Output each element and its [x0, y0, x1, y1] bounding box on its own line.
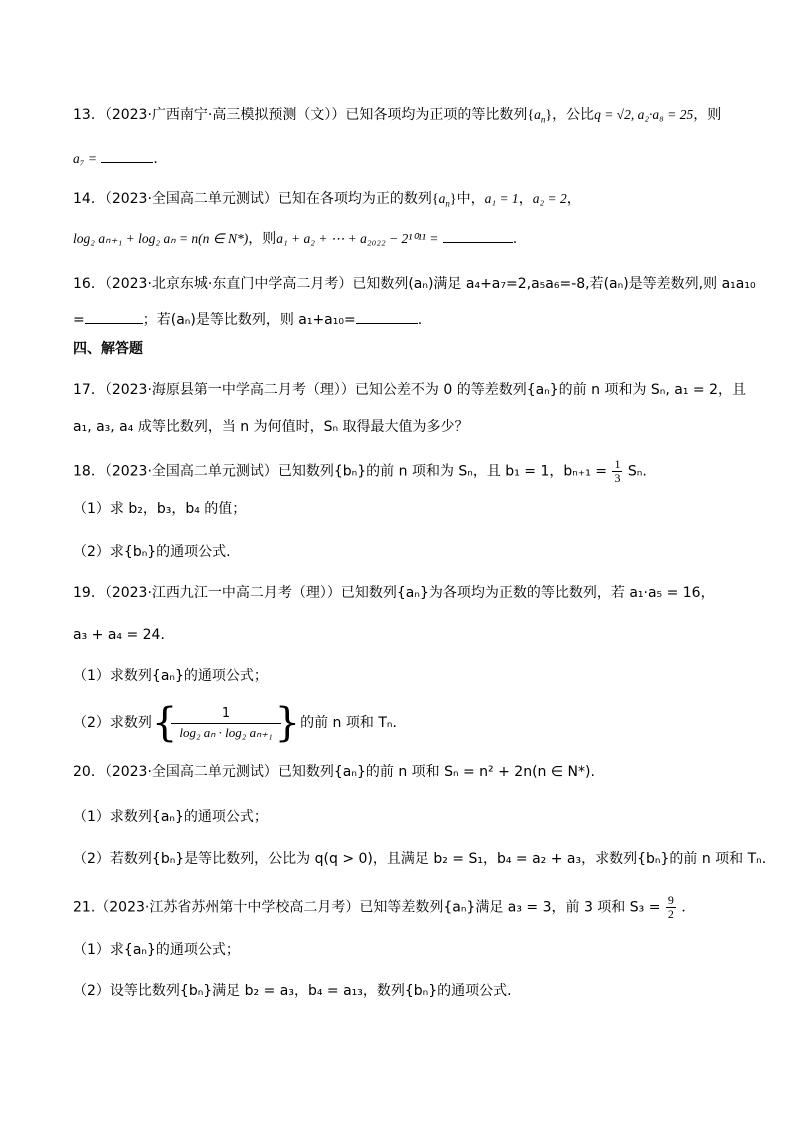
fraction-nine-halves: $\frac{9}{2}$	[667, 893, 674, 921]
question-21-part-2: （2）设等比数列{bₙ}满足 b₂ = a₃，b₄ = a₁₃，数列{bₙ}的通项公式.	[73, 983, 512, 999]
fraction-log-expression: $\frac{1}{\text{log₂ aₙ · log₂ aₙ₊₁}}$	[177, 705, 274, 742]
question-18-line-1: 18．（2023·全国高二单元测试）已知数列{bₙ}的前 n 项和为 Sₙ，且 b₁ = 1，bₙ₊₁ = $\frac{1}{3}$ Sₙ.	[73, 457, 647, 485]
question-14-line-2: log₂ aₙ₊₁ + log₂ aₙ = n(n ∈ N*)，则a₁ + a₂ + ⋯ + a₂₀₂₂ − 2¹⁰¹¹ = .	[73, 231, 518, 247]
question-16-line-2: = ；若(aₙ)是等比数列，则 a₁+a₁₀= .	[73, 312, 423, 328]
question-19-part-2: （2）求数列{ $\frac{1}{\text{log₂ aₙ · log₂ aₙ₊₁}}$ }的前 n 项和 Tₙ．	[73, 700, 407, 746]
answer-blank[interactable]	[356, 311, 418, 324]
question-20-part-2: （2）若数列{bₙ}是等比数列，公比为 q(q > 0)，且满足 b₂ = S₁，b₄ = a₂ + a₃，求数列{bₙ}的前 n 项和 Tₙ.	[73, 851, 767, 867]
question-16-line-1: 16．（2023·北京东城·东直门中学高二月考）已知数列(aₙ)满足 a₄+a₇=2,a₅a₆=-8,若(aₙ)是等差数列,则 a₁a₁₀	[73, 276, 756, 292]
section-heading: 四、解答题	[73, 341, 143, 357]
question-17-line-2: a₁, a₃, a₄ 成等比数列，当 n 为何值时，Sₙ 取得最大值为多少？	[73, 419, 469, 435]
question-19-line-2: a₃ + a₄ = 24．	[73, 627, 175, 643]
question-21-line-1: 21.（2023·江苏省苏州第十中学校高二月考）已知等差数列{aₙ}满足 a₃ = 3，前 3 项和 S₃ = $\frac{9}{2}$ ．	[73, 893, 696, 921]
question-13-line-2: a₇ = ．	[73, 151, 168, 167]
fraction-one-third: $\frac{1}{3}$	[614, 457, 621, 485]
answer-blank[interactable]	[85, 311, 143, 324]
q13-condition: q = √2, a₂·a₈ = 25	[594, 107, 694, 122]
question-18-part-1: （1）求 b₂，b₃，b₄ 的值；	[73, 501, 247, 517]
q14-expression: a₁ + a₂ + ⋯ + a₂₀₂₂ − 2¹⁰¹¹ =	[276, 231, 439, 246]
answer-blank[interactable]	[101, 150, 153, 163]
q14-equation: log₂ aₙ₊₁ + log₂ aₙ = n(n ∈ N*)	[73, 231, 249, 246]
answer-blank[interactable]	[443, 230, 513, 243]
question-17-line-1: 17．（2023·海原县第一中学高二月考（理））已知公差不为 0 的等差数列{aₙ}的前 n 项和为 Sₙ, a₁ = 2，且	[73, 382, 746, 398]
question-20-part-1: （1）求数列{aₙ}的通项公式；	[73, 809, 268, 825]
question-14-line-1: 14．（2023·全国高二单元测试）已知在各项均为正的数列$\{a_n\}$中，a₁ = 1，a₂ = 2，	[73, 191, 581, 209]
question-19-line-1: 19．（2023·江西九江一中高二月考（理））已知数列{aₙ}为各项均为正数的等比数列，若 a₁·a₅ = 16，	[73, 585, 715, 601]
question-19-part-1: （1）求数列{aₙ}的通项公式；	[73, 668, 268, 684]
question-18-part-2: （2）求{bₙ}的通项公式.	[73, 544, 231, 560]
question-21-part-1: （1）求{aₙ}的通项公式；	[73, 942, 240, 958]
question-20-line-1: 20．（2023·全国高二单元测试）已知数列{aₙ}的前 n 项和 Sₙ = n² + 2n(n ∈ N*).	[73, 764, 595, 780]
question-13-line-1: 13．（2023·广西南宁·高三模拟预测（文））已知各项均为正项的等比数列$\{a_n\}$，公比q = √2, a₂·a₈ = 25，则	[73, 107, 722, 125]
